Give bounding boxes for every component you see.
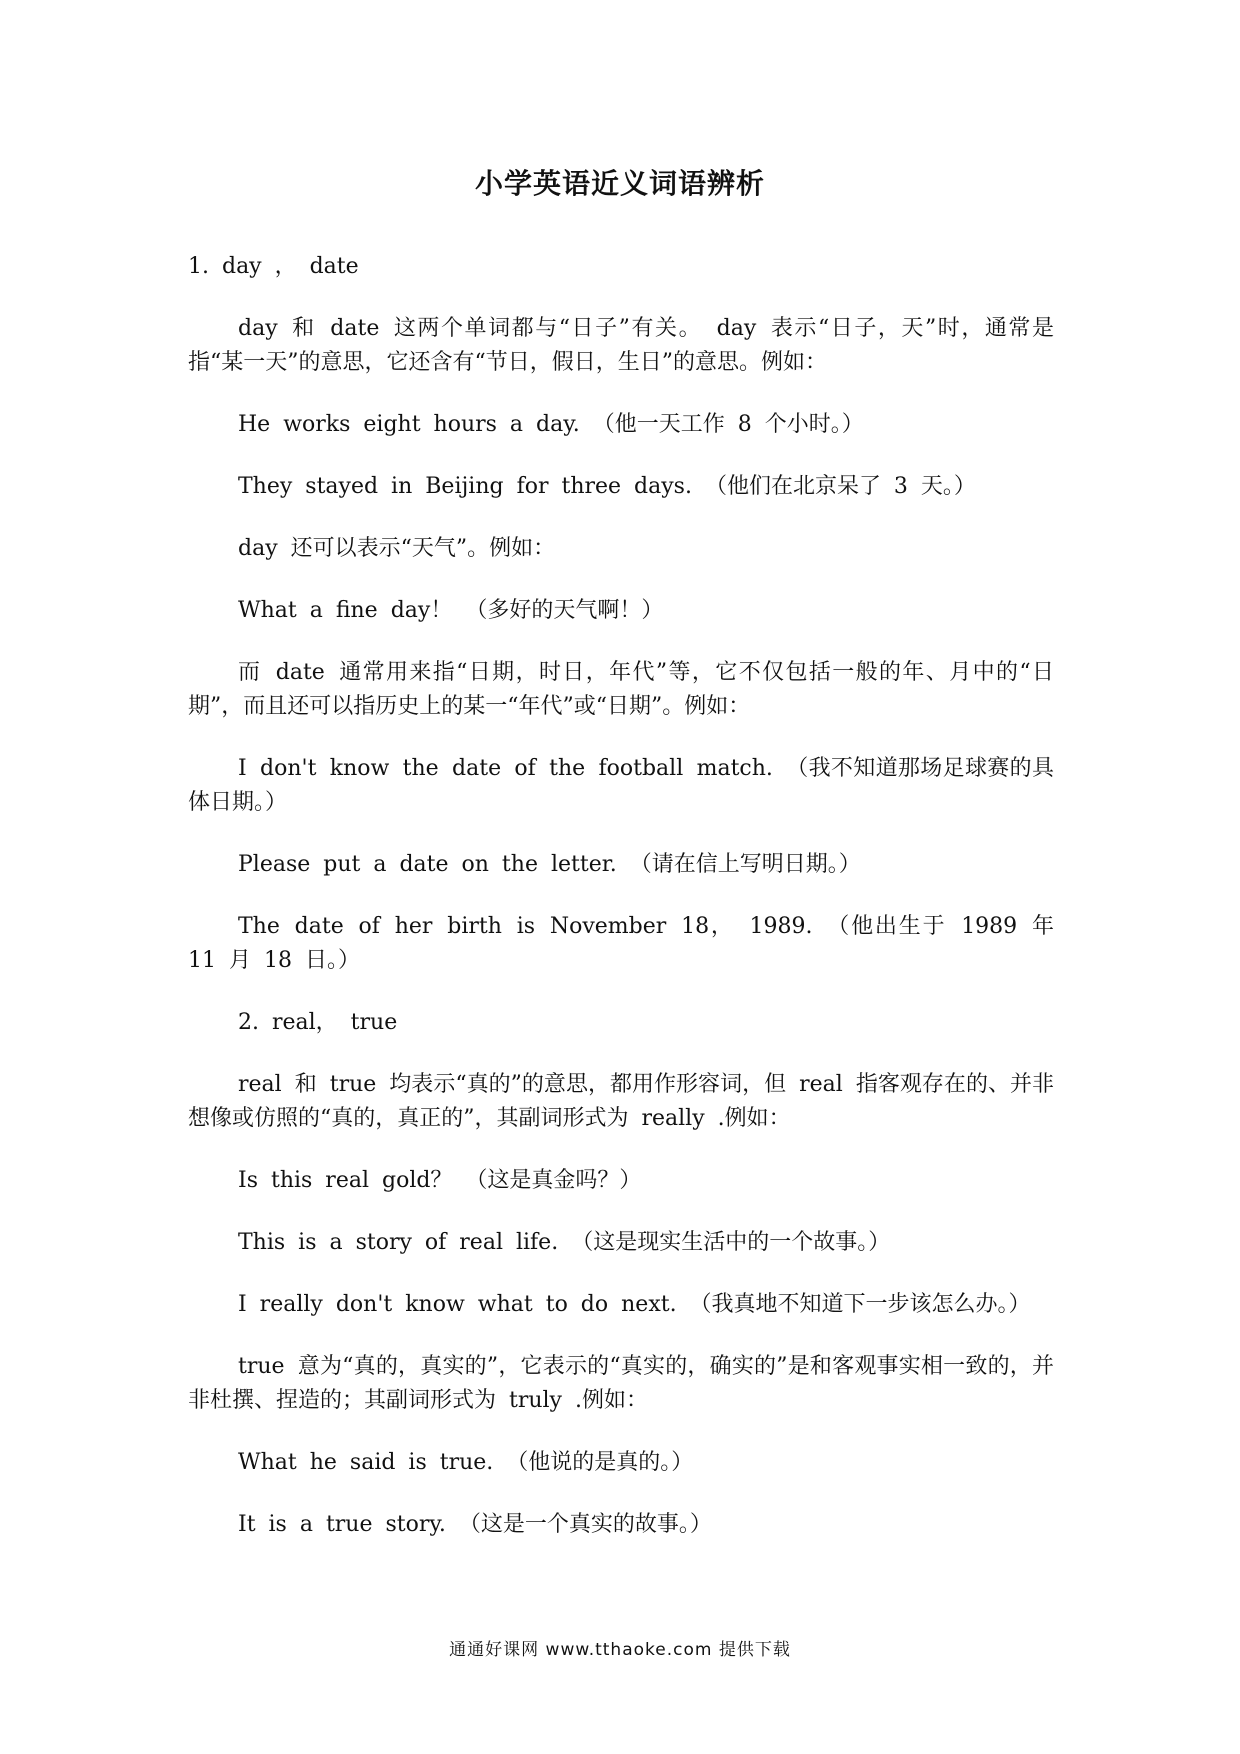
paragraph: real 和 true 均表示“真的”的意思，都用作形容词，但 real 指客观存在的、并非想像或仿照的“真的，真正的”，其副词形式为 really .例如：	[188, 1072, 1054, 1131]
page-footer: 通通好课网 www.tthaoke.com 提供下载	[449, 1640, 791, 1660]
example-sentence: I don't know the date of the football match. （我不知道那场足球赛的具体日期。）	[188, 756, 1054, 815]
paragraph: day 和 date 这两个单词都与“日子”有关。 day 表示“日子，天”时，通常是指“某一天”的意思，它还含有“节日，假日，生日”的意思。例如：	[188, 316, 1054, 375]
document-body	[188, 250, 1054, 1570]
section-heading-day-date: 1. day ， date	[188, 254, 359, 279]
paragraph: true 意为“真的，真实的”，它表示的“真实的，确实的”是和客观事实相一致的，并非杜撰、捏造的；其副词形式为 truly .例如：	[188, 1354, 1054, 1413]
example-sentence: This is a story of real life. （这是现实生活中的一个故事。）	[238, 1230, 891, 1255]
example-sentence: It is a true story. （这是一个真实的故事。）	[238, 1512, 712, 1537]
page-title: 小学英语近义词语辨析	[474, 167, 765, 200]
example-sentence: He works eight hours a day. （他一天工作 8 个小时。）	[238, 412, 864, 437]
example-sentence: Please put a date on the letter. （请在信上写明日期。）	[238, 852, 861, 877]
example-sentence: I really don't know what to do next. （我真地不知道下一步该怎么办。）	[238, 1292, 1031, 1317]
example-sentence: The date of her birth is November 18， 1989. （他出生于 1989 年 11 月 18 日。）	[188, 914, 1054, 973]
paragraph: 而 date 通常用来指“日期，时日，年代”等，它不仅包括一般的年、月中的“日期”，而且还可以指历史上的某一“年代”或“日期”。例如：	[188, 660, 1054, 719]
example-sentence: What he said is true. （他说的是真的。）	[238, 1450, 694, 1475]
paragraph: day 还可以表示“天气”。例如：	[238, 536, 556, 561]
example-sentence: Is this real gold？ （这是真金吗？）	[238, 1168, 642, 1193]
example-sentence: They stayed in Beijing for three days. （他们在北京呆了 3 天。）	[238, 474, 976, 499]
example-sentence: What a fine day！ （多好的天气啊！）	[238, 598, 664, 623]
section-heading-real-true: 2. real， true	[238, 1010, 398, 1035]
